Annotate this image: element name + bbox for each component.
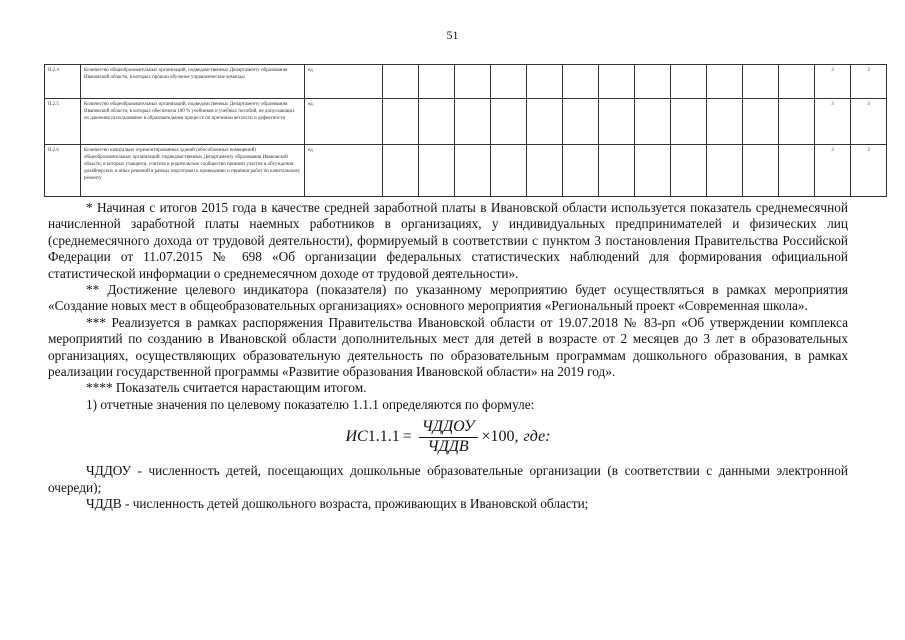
row-value: 3 bbox=[851, 65, 887, 99]
table-row bbox=[45, 145, 887, 197]
row-value: 3 bbox=[815, 65, 851, 99]
page-number: 51 bbox=[446, 28, 459, 42]
formula-lhs-number: 1.1.1 bbox=[367, 427, 400, 445]
formula-multiplier: ×100, bbox=[481, 427, 519, 445]
row-unit: ед. bbox=[305, 99, 383, 145]
definition-chddv: ЧДДВ - численность детей дошкольного возраста, проживающих в Ивановской области; bbox=[86, 495, 589, 511]
footnote-target-indicator: ** Достижение целевого индикатора (показателя) по указанному мероприятию будет осуществляться в рамках мероприятия «Создание новых мест в общеобразовательных организациях» основного мероприятия «Региональный проект «Современная школа». bbox=[48, 282, 848, 314]
formula-denominator: ЧДДВ bbox=[427, 437, 469, 455]
row-code: II.2.5 bbox=[45, 99, 81, 145]
row-unit: ед. bbox=[305, 145, 383, 197]
formula bbox=[48, 419, 848, 455]
footnote-order: *** Реализуется в рамках распоряжения Правительства Ивановской области от 19.07.2018 № 83-рп «Об утверждении комплекса мероприятий по созданию в Ивановской области дополнительных мест для детей в возрасте от 2 месяцев до 3 лет в образовательных организациях, осуществляющих образовательную деятельность по образовательным программам дошкольного образования, в рамках реализации государственной программы «Развитие образования Ивановской области» на 2019 год». bbox=[48, 314, 848, 380]
row-value: 3 bbox=[851, 99, 887, 145]
row-value: 3 bbox=[815, 145, 851, 197]
row-name: Количество общеобразовательных организаций, подведомственных Департаменту образования Ивановской области, в которых обеспечена 100 % учебников и учебных пособий, не допускающих их давления использование в образовательном процессе по причинам ветхости и дефектности bbox=[81, 99, 305, 145]
footnote-cumulative: **** Показатель считается нарастающим итогом. bbox=[86, 380, 367, 396]
definition-chddou: ЧДДОУ - численность детей, посещающих дошкольные образовательные организации (в соответствии с данными электронной очереди); bbox=[48, 463, 848, 495]
table-row bbox=[45, 99, 887, 145]
row-value: 3 bbox=[851, 145, 887, 197]
formula-equals: = bbox=[402, 427, 412, 445]
formula-intro: 1) отчетные значения по целевому показателю 1.1.1 определяются по формуле: bbox=[86, 396, 535, 412]
row-value: 3 bbox=[815, 99, 851, 145]
row-code: II.2.4 bbox=[45, 65, 81, 99]
formula-tail: где: bbox=[523, 427, 551, 445]
formula-lhs: ИС bbox=[345, 427, 368, 445]
document-body bbox=[48, 200, 848, 512]
footnote-average-salary: * Начиная с итогов 2015 года в качестве средней заработной платы в Ивановской области используется показатель среднемесячной начисленной заработной платы наемных работников в организациях, у индивидуальных предпринимателей и физических лиц (среднемесячного дохода от трудовой деятельности), формируемый в соответствии с пунктом 3 постановления Правительства Российской Федерации от 11.07.2015 № 698 «Об организации федеральных статистических наблюдений для формирования официальной статистической информации о среднемесячном доходе от трудовой деятельности». bbox=[48, 200, 848, 281]
table-row bbox=[45, 65, 887, 99]
row-unit: ед. bbox=[305, 65, 383, 99]
indicator-table bbox=[44, 64, 887, 197]
row-code: II.2.6 bbox=[45, 145, 81, 197]
row-name: Количество капитально отремонтированных зданий (обособленных помещений) общеобразовательных организаций, подведомственных Департаменту образования Ивановской области, в которых учащиеся, учителя и родительское сообщество приняли участие в обсуждении дизайнерских и иных решений в рамках подготовки к проведению и приемки работ по капитальному ремонту bbox=[81, 145, 305, 197]
formula-numerator: ЧДДОУ bbox=[419, 419, 478, 437]
formula-fraction bbox=[419, 419, 478, 455]
row-name: Количество общеобразовательных организаций, подведомственных Департаменту образования Ивановской области, в которых прошли обучение управленческие команды bbox=[81, 65, 305, 99]
